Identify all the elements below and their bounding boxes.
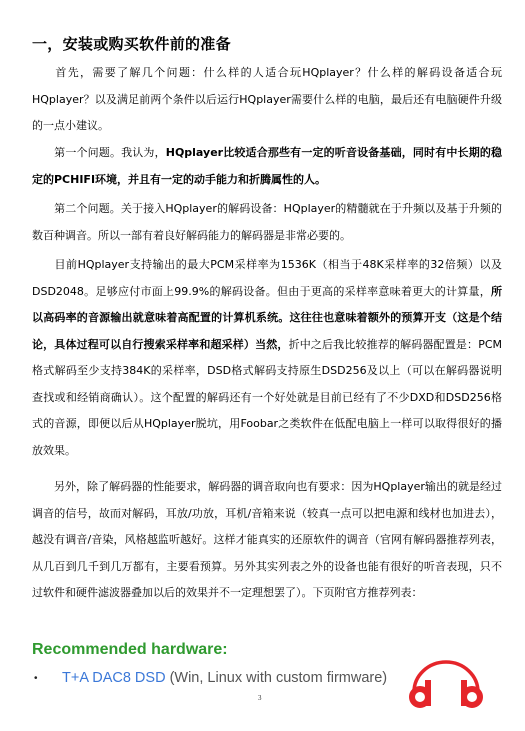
paragraph-intro [32, 60, 502, 140]
paragraph-question-one-bold: HQplayer比较适合那些有一定的听音设备基础，同时有中长期的稳定的PCHIFI环境，并且有一定的动手能力和折腾属性的人。 [32, 146, 503, 186]
paragraph-sample-rate-tail: 折中之后我比较推荐的解码器配置是：PCM格式解码至少支持384K的采样率，DSD格式解码支持原生DSD256及以上（可以在解码器说明查找或和经销商确认）。这个配置的解码还有一个好处就是目前已经有了不少DXD和DSD256格式的音源，即便以后从HQplayer脱坑，用Foobar之类软件在低配电脑上一样可以取得很好的播放效果。 [32, 337, 502, 457]
recommended-list-item [34, 670, 387, 686]
paragraph-question-one [32, 140, 502, 193]
recommended-hardware-title: Recommended hardware: [32, 641, 228, 658]
paragraph-tuning-text: 另外，除了解码器的性能要求，解码器的调音取向也有要求：因为HQplayer输出的就是经过调音的信号，故而对解码，耳放/功放，耳机/音箱来说（较真一点可以把电源和线材也加进去），越没有调音/音染，风格越监听越好。这样才能真实的还原软件的调音（官网有解码器推荐列表，从几百到几千到几万都有，主要看预算。另外其实列表之外的设备也能有很好的听音表现，只不过软件和硬件滤波器叠加以后的效果并不一定理想罢了）。下页附官方推荐列表： [32, 480, 502, 599]
paragraph-question-two [32, 196, 502, 249]
paragraph-sample-rate [32, 252, 502, 464]
section-heading: 一，安装或购买软件前的准备 [32, 35, 231, 53]
paragraph-intro-text: 首先，需要了解几个问题：什么样的人适合玩HQplayer？什么样的解码设备适合玩HQplayer？以及满足前两个条件以后运行HQplayer需要什么样的电脑，最后还有电脑硬件升级的一点小建议。 [32, 66, 502, 132]
paragraph-question-two-text: 第二个问题。关于接入HQplayer的解码设备：HQplayer的精髓就在于升频以及基于升频的数百种调音。所以一部有着良好解码能力的解码器是非常必要的。 [32, 202, 502, 242]
page-number: 3 [258, 694, 262, 702]
recommended-model: T+A DAC8 DSD [62, 670, 166, 686]
bullet-icon: • [34, 672, 38, 684]
recommended-model-note: (Win, Linux with custom firmware) [165, 670, 388, 686]
db-logo-icon [398, 660, 494, 710]
paragraph-tuning [32, 474, 502, 607]
paragraph-sample-rate-bold: 所以高码率的音源输出就意味着高配置的计算机系统。这往往也意味着额外的预算开支（这是个结论，具体过程可以自行搜索采样率和超采样）当然， [32, 284, 502, 351]
paragraph-question-one-lead: 第一个问题。我认为， [54, 146, 166, 159]
paragraph-sample-rate-lead: 目前HQplayer支持输出的最大PCM采样率为1536K（相当于48K采样率的32倍频）以及DSD2048。足够应付市面上99.9%的解码设备。但由于更高的采样率意味着更大的计算量， [32, 258, 502, 298]
